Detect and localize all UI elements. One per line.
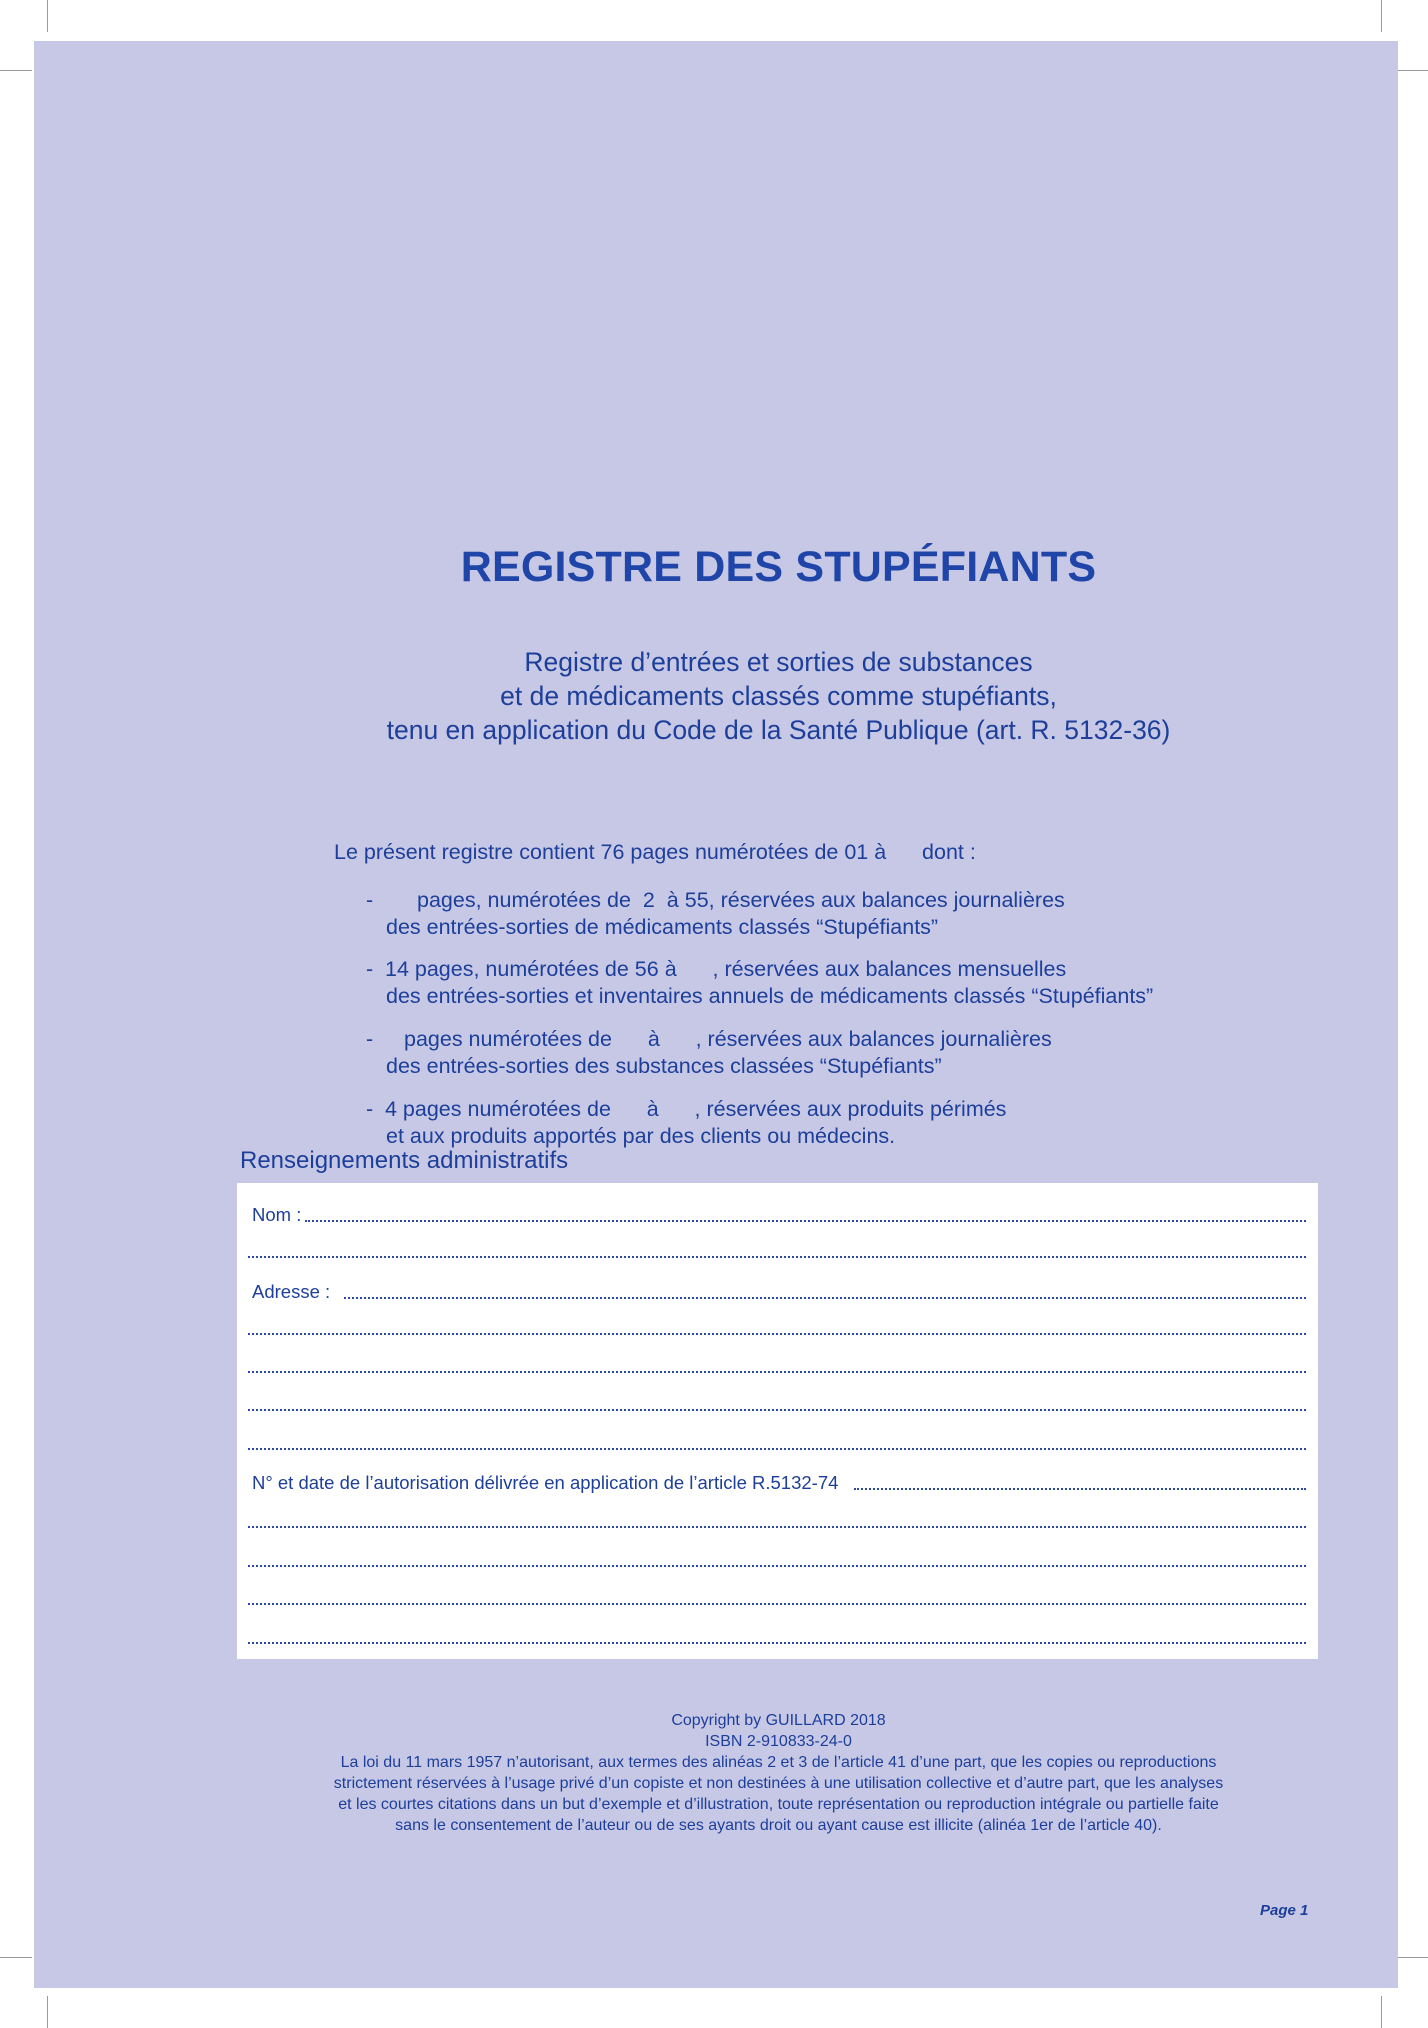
crop-mark bbox=[1381, 1996, 1382, 2028]
adresse-field[interactable] bbox=[344, 1297, 1306, 1299]
adresse-field-continued[interactable] bbox=[248, 1371, 1306, 1373]
subtitle bbox=[0, 645, 1428, 747]
page-number: Page 1 bbox=[1260, 1902, 1309, 1919]
contents-intro: Le présent registre contient 76 pages numérotées de 01 à dont : bbox=[334, 840, 976, 864]
legal-line: et les courtes citations dans un but d’exemple et d’illustration, toute représentation ou reproduction intégrale ou partielle faite bbox=[338, 1796, 1219, 1813]
autorisation-field-continued[interactable] bbox=[248, 1565, 1306, 1567]
blank-line bbox=[248, 1621, 1306, 1647]
contents-item bbox=[366, 1026, 1166, 1080]
blank-line bbox=[248, 1582, 1306, 1608]
item-dash: - bbox=[366, 888, 374, 912]
legal-footer bbox=[0, 1710, 1428, 1836]
isbn-line: ISBN 2-910833-24-0 bbox=[705, 1733, 852, 1750]
adresse-row bbox=[252, 1276, 1306, 1302]
subtitle-line: tenu en application du Code de la Santé Publique (art. R. 5132-36) bbox=[386, 715, 1171, 745]
autorisation-field-continued[interactable] bbox=[248, 1526, 1306, 1528]
adresse-label: Adresse : bbox=[252, 1281, 331, 1302]
legal-line: strictement réservées à l’usage privé d’un copiste et non destinées à une utilisation collective et d’autre part, que les analyses bbox=[333, 1775, 1224, 1792]
item-line: 14 pages, numérotées de 56 à , réservées aux balances mensuelles bbox=[385, 957, 1067, 981]
item-line: des entrées-sorties de médicaments classés “Stupéfiants” bbox=[386, 915, 939, 939]
item-dash: - bbox=[366, 1027, 374, 1051]
adresse-field-continued[interactable] bbox=[248, 1448, 1306, 1450]
nom-row bbox=[252, 1199, 1306, 1225]
adresse-field-continued[interactable] bbox=[248, 1333, 1306, 1335]
item-dash: - bbox=[366, 1097, 374, 1121]
crop-mark bbox=[1381, 0, 1382, 32]
item-line: des entrées-sorties et inventaires annuels de médicaments classés “Stupéfiants” bbox=[386, 984, 1154, 1008]
item-line: 4 pages numérotées de à , réservées aux produits périmés bbox=[385, 1097, 1007, 1121]
item-line: et aux produits apportés par des clients ou médecins. bbox=[386, 1124, 896, 1148]
contents-item bbox=[366, 956, 1246, 1010]
blank-line bbox=[248, 1312, 1306, 1338]
nom-field[interactable] bbox=[305, 1220, 1306, 1222]
item-line: pages numérotées de à , réservées aux balances journalières bbox=[404, 1027, 1052, 1051]
item-line: pages, numérotées de 2 à 55, réservées aux balances journalières bbox=[417, 888, 1065, 912]
item-line: des entrées-sorties des substances classées “Stupéfiants” bbox=[386, 1054, 942, 1078]
autorisation-row bbox=[252, 1467, 1306, 1493]
crop-mark bbox=[1396, 70, 1428, 71]
autorisation-field-continued[interactable] bbox=[248, 1642, 1306, 1644]
subtitle-line: et de médicaments classés comme stupéfiants, bbox=[500, 681, 1057, 711]
legal-line: La loi du 11 mars 1957 n’autorisant, aux termes des alinéas 2 et 3 de l’article 41 d’une part, que les copies ou reproductions bbox=[340, 1754, 1217, 1771]
register-page bbox=[34, 41, 1398, 1988]
crop-mark bbox=[47, 1996, 48, 2028]
admin-form bbox=[237, 1183, 1318, 1659]
autorisation-field[interactable] bbox=[854, 1488, 1306, 1490]
legal-line: sans le consentement de l’auteur ou de ses ayants droit ou ayant cause est illicite (alinéa 1er de l’article 40). bbox=[395, 1817, 1162, 1834]
blank-line bbox=[248, 1427, 1306, 1453]
nom-field-continued[interactable] bbox=[248, 1256, 1306, 1258]
blank-line bbox=[248, 1388, 1306, 1414]
page-title: REGISTRE DES STUPÉFIANTS bbox=[460, 543, 1097, 591]
crop-mark bbox=[1396, 1957, 1428, 1958]
blank-line bbox=[248, 1235, 1306, 1261]
item-dash: - bbox=[366, 957, 374, 981]
blank-line bbox=[248, 1544, 1306, 1570]
nom-label: Nom : bbox=[252, 1204, 302, 1225]
admin-heading: Renseignements administratifs bbox=[240, 1147, 569, 1174]
crop-mark bbox=[0, 1957, 32, 1958]
copyright-line: Copyright by GUILLARD 2018 bbox=[671, 1712, 886, 1729]
crop-mark bbox=[0, 70, 32, 71]
adresse-field-continued[interactable] bbox=[248, 1409, 1306, 1411]
subtitle-line: Registre d’entrées et sorties de substances bbox=[524, 647, 1033, 677]
contents-item bbox=[366, 887, 1166, 941]
blank-line bbox=[248, 1505, 1306, 1531]
crop-mark bbox=[47, 0, 48, 32]
autorisation-field-continued[interactable] bbox=[248, 1603, 1306, 1605]
contents-item bbox=[366, 1096, 1166, 1150]
blank-line bbox=[248, 1350, 1306, 1376]
autorisation-label: N° et date de l’autorisation délivrée en application de l’article R.5132-74 bbox=[252, 1472, 839, 1493]
